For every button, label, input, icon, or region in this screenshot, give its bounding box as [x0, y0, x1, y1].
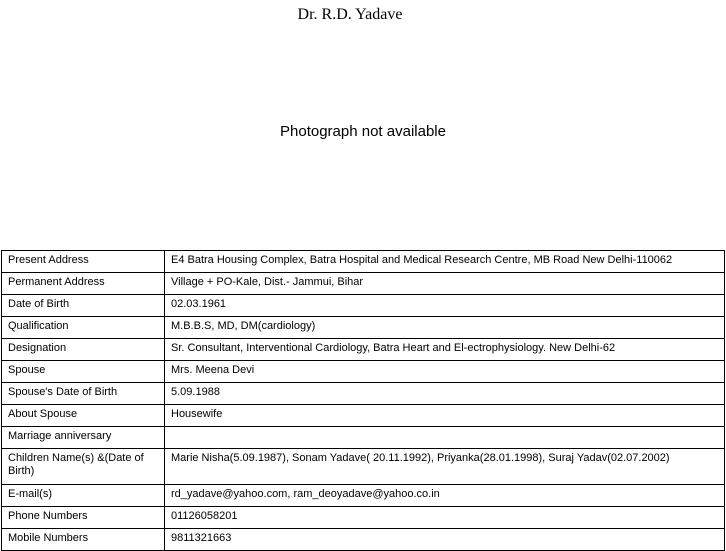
row-value: Mrs. Meena Devi — [165, 361, 725, 383]
table-row — [2, 485, 725, 507]
table-row — [2, 361, 725, 383]
row-label: Spouse's Date of Birth — [2, 383, 165, 405]
row-label: Mobile Numbers — [2, 529, 165, 551]
table-row — [2, 405, 725, 427]
table-row — [2, 507, 725, 529]
row-label: About Spouse — [2, 405, 165, 427]
table-row — [2, 529, 725, 551]
row-label: Permanent Address — [2, 273, 165, 295]
row-label: Phone Numbers — [2, 507, 165, 529]
row-value: Sr. Consultant, Interventional Cardiology, Batra Heart and El-ectrophysiology. New Delhi-62 — [165, 339, 725, 361]
row-value: 9811321663 — [165, 529, 725, 551]
row-label: Qualification — [2, 317, 165, 339]
table-row — [2, 273, 725, 295]
table-row — [2, 383, 725, 405]
table-row — [2, 339, 725, 361]
row-value: 02.03.1961 — [165, 295, 725, 317]
row-label: Marriage anniversary — [2, 427, 165, 449]
row-label: Designation — [2, 339, 165, 361]
row-label: Children Name(s) &(Date of Birth) — [2, 449, 165, 485]
row-label: Spouse — [2, 361, 165, 383]
table-row — [2, 251, 725, 273]
table-row — [2, 295, 725, 317]
table-row — [2, 317, 725, 339]
row-value: E4 Batra Housing Complex, Batra Hospital and Medical Research Centre, MB Road New Delhi-110062 — [165, 251, 725, 273]
row-value: Marie Nisha(5.09.1987), Sonam Yadave( 20.11.1992), Priyanka(28.01.1998), Suraj Yadav(02.07.2002) — [165, 449, 725, 485]
row-value: rd_yadave@yahoo.com, ram_deoyadave@yahoo.co.in — [165, 485, 725, 507]
photo-placeholder-note: Photograph not available — [280, 123, 446, 140]
table-row — [2, 427, 725, 449]
row-label: E-mail(s) — [2, 485, 165, 507]
row-value — [165, 427, 725, 449]
row-label: Date of Birth — [2, 295, 165, 317]
page-title: Dr. R.D. Yadave — [297, 6, 403, 23]
profile-table — [1, 250, 725, 551]
row-value: 01126058201 — [165, 507, 725, 529]
table-row — [2, 449, 725, 485]
row-label: Present Address — [2, 251, 165, 273]
row-value: 5.09.1988 — [165, 383, 725, 405]
row-value: Village + PO-Kale, Dist.- Jammui, Bihar — [165, 273, 725, 295]
row-value: Housewife — [165, 405, 725, 427]
row-value: M.B.B.S, MD, DM(cardiology) — [165, 317, 725, 339]
